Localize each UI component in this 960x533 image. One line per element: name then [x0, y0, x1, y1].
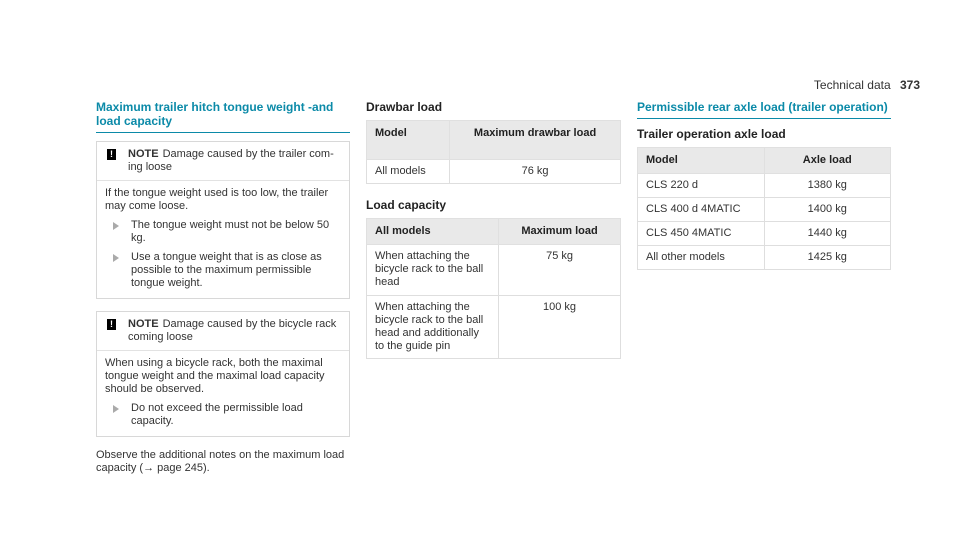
triangle-bullet-icon — [113, 405, 119, 413]
table-row — [638, 198, 891, 222]
drawbar-heading: Drawbar load — [366, 100, 443, 114]
note-keyword: NOTE — [128, 318, 159, 330]
table-cell: 76 kg — [450, 160, 621, 184]
note-title: Damage caused by the trailer com-ing loose — [128, 148, 334, 173]
bullet-text: Do not exceed the permissible load capacity. — [131, 402, 303, 427]
section-name: Technical data — [813, 78, 891, 92]
load-capacity-heading: Load capacity — [366, 198, 447, 212]
triangle-bullet-icon — [113, 222, 119, 230]
warning-icon: ! — [107, 149, 116, 160]
note-paragraph: If the tongue weight used is too low, the trailer may come loose. — [105, 187, 329, 212]
table-row — [638, 222, 891, 246]
drawbar-table — [366, 120, 621, 184]
load-capacity-table — [366, 218, 621, 359]
warning-icon: ! — [107, 319, 116, 330]
table-cell: CLS 400 d 4MATIC — [638, 198, 765, 222]
table-row — [638, 174, 891, 198]
bullet-text: Use a tongue weight that is as close as possible to the maximum permissible tongue weight. — [131, 251, 322, 289]
table-cell: All other models — [638, 246, 765, 270]
table-cell: 1440 kg — [764, 222, 891, 246]
column-tongue-weight — [96, 100, 350, 475]
note-header — [97, 312, 349, 351]
note-body — [97, 181, 349, 298]
table-cell: When attaching the bicycle rack to the ball head — [367, 245, 499, 296]
column-drawbar-load — [366, 100, 621, 371]
note-trailer-loose — [96, 141, 350, 299]
bullet-item — [105, 219, 341, 245]
table-header: Maximum drawbar load — [450, 121, 621, 160]
tongue-weight-heading: Maximum trailer hitch tongue weight -and load capacity — [96, 100, 350, 133]
observe-notes-link[interactable]: Observe the additional notes on the maximum load capacity (→ page 245). — [96, 449, 345, 474]
note-header — [97, 142, 349, 181]
bullet-text: The tongue weight must not be below 50 kg. — [131, 219, 330, 244]
table-cell: When attaching the bicycle rack to the ball head and additionally to the guide pin — [367, 296, 499, 359]
table-header: Model — [638, 148, 765, 174]
note-keyword: NOTE — [128, 148, 159, 160]
page-number: 373 — [899, 78, 920, 92]
bullet-item — [105, 402, 341, 428]
table-cell: 1400 kg — [764, 198, 891, 222]
table-row — [367, 245, 621, 296]
table-row — [367, 296, 621, 359]
note-paragraph: When using a bicycle rack, both the maximal tongue weight and the maximal load capacity should be observed. — [105, 357, 325, 395]
page-header — [814, 78, 920, 92]
table-cell: 75 kg — [499, 245, 621, 296]
table-cell: 100 kg — [499, 296, 621, 359]
axle-load-heading: Permissible rear axle load (trailer operation) — [637, 100, 891, 119]
table-cell: All models — [367, 160, 450, 184]
table-header: Axle load — [764, 148, 891, 174]
table-cell: 1380 kg — [764, 174, 891, 198]
table-cell: CLS 220 d — [638, 174, 765, 198]
bullet-item — [105, 251, 341, 290]
note-body — [97, 351, 349, 436]
table-header: All models — [367, 219, 499, 245]
axle-load-table — [637, 147, 891, 270]
note-title: Damage caused by the bicycle rack coming loose — [128, 318, 337, 343]
table-header: Model — [367, 121, 450, 160]
table-row — [367, 160, 621, 184]
table-row — [638, 246, 891, 270]
table-cell: 1425 kg — [764, 246, 891, 270]
table-header: Maximum load — [499, 219, 621, 245]
column-axle-load — [637, 100, 891, 282]
table-cell: CLS 450 4MATIC — [638, 222, 765, 246]
triangle-bullet-icon — [113, 254, 119, 262]
note-bicycle-rack — [96, 311, 350, 437]
axle-load-subheading: Trailer operation axle load — [637, 127, 786, 141]
